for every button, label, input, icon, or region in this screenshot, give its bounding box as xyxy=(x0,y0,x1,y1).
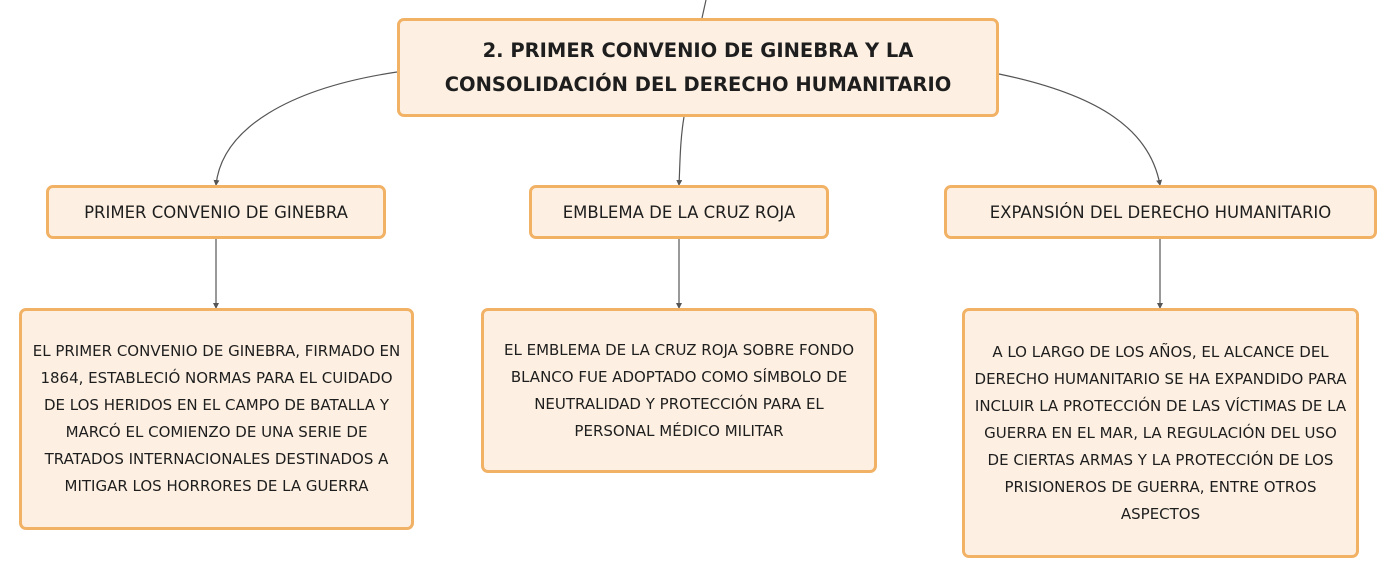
topic-primer-convenio[interactable] xyxy=(46,185,386,239)
detail-text: A LO LARGO DE LOS AÑOS, EL ALCANCE DEL DERECHO HUMANITARIO SE HA EXPANDIDO PARA INCLUIR LA PROTECCIÓN DE LAS VÍCTIMAS DE LA GUERRA EN EL MAR, LA REGULACIÓN DEL USO DE CIERTAS ARMAS Y LA PROTECCIÓN DE LOS PRISIONEROS DE GUERRA, ENTRE OTROS ASPECTOS xyxy=(974,342,1347,523)
topic-title: PRIMER CONVENIO DE GINEBRA xyxy=(84,202,348,222)
connector-root-to-primer-convenio xyxy=(216,72,397,185)
topic-expansion-derecho[interactable] xyxy=(944,185,1377,239)
central-topic[interactable] xyxy=(397,18,999,117)
detail-text: EL PRIMER CONVENIO DE GINEBRA, FIRMADO EN 1864, ESTABLECIÓ NORMAS PARA EL CUIDADO DE LOS HERIDOS EN EL CAMPO DE BATALLA Y MARCÓ EL COMIENZO DE UNA SERIE DE TRATADOS INTERNACIONALES DESTINADOS A MITIGAR LOS HORRORES DE LA GUERRA xyxy=(32,342,401,495)
topic-title: EXPANSIÓN DEL DERECHO HUMANITARIO xyxy=(989,202,1332,222)
detail-expansion-derecho[interactable] xyxy=(962,308,1359,558)
topic-emblema-cruz-roja[interactable] xyxy=(529,185,829,239)
connector-root-to-emblema xyxy=(679,117,684,185)
topic-title: EMBLEMA DE LA CRUZ ROJA xyxy=(562,202,796,222)
detail-primer-convenio[interactable] xyxy=(19,308,414,530)
detail-text: EL EMBLEMA DE LA CRUZ ROJA SOBRE FONDO BLANCO FUE ADOPTADO COMO SÍMBOLO DE NEUTRALIDAD Y PROTECCIÓN PARA EL PERSONAL MÉDICO MILITAR xyxy=(503,340,855,440)
detail-emblema-cruz-roja[interactable] xyxy=(481,308,877,473)
connector-from-parent xyxy=(702,0,706,18)
central-topic-title: 2. PRIMER CONVENIO DE GINEBRA Y LA CONSOLIDACIÓN DEL DERECHO HUMANITARIO xyxy=(444,38,952,96)
connector-root-to-expansion xyxy=(999,74,1160,185)
